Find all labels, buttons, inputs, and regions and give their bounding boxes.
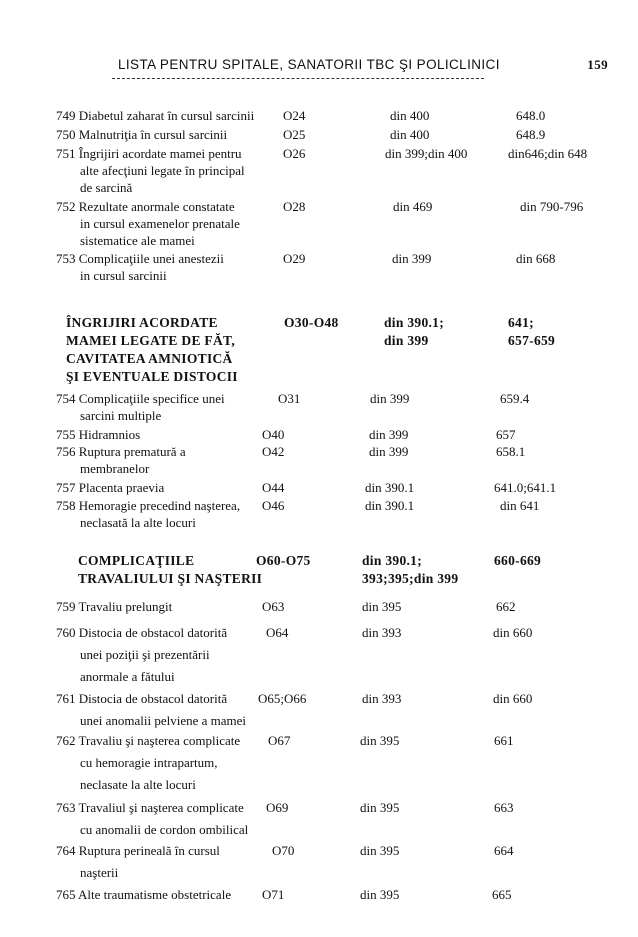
entry-reference: din 395 bbox=[360, 887, 400, 902]
entry-reference: din 399 bbox=[369, 444, 409, 459]
section-icd-code-line: 657-659 bbox=[508, 333, 556, 348]
description-line: anormale a fătului bbox=[80, 669, 175, 684]
entry-description bbox=[56, 390, 225, 424]
entry-icd-code: din 660 bbox=[493, 625, 533, 640]
section-reference bbox=[362, 552, 458, 588]
description-line: 761 Distocia de obstacol datorită bbox=[56, 691, 228, 706]
description-line: naşterii bbox=[80, 865, 119, 880]
section-reference-line: 393;395;din 399 bbox=[362, 571, 459, 586]
description-line: neclasată la alte locuri bbox=[80, 515, 196, 530]
description-line: 749 Diabetul zaharat în cursul sarcinii bbox=[56, 108, 255, 123]
description-line: sistematice ale mamei bbox=[80, 233, 195, 248]
entry-icd-code: 657 bbox=[496, 427, 516, 442]
description-line: 750 Malnutriţia în cursul sarcinii bbox=[56, 127, 228, 142]
section-title-line: COMPLICAŢIILE bbox=[78, 553, 195, 568]
section-reference-line: din 390.1; bbox=[362, 553, 423, 568]
description-line: 760 Distocia de obstacol datorită bbox=[56, 625, 228, 640]
entry-description bbox=[56, 598, 172, 615]
section-title-line: TRAVALIULUI ŞI NAŞTERII bbox=[78, 571, 263, 586]
entry-description bbox=[56, 198, 240, 249]
section-reference-line: din 399 bbox=[384, 333, 429, 348]
description-line: cu anomalii de cordon ombilical bbox=[80, 822, 249, 837]
entry-icd-code: din 660 bbox=[493, 691, 533, 706]
description-line: neclasate la alte locuri bbox=[80, 777, 196, 792]
entry-description bbox=[56, 840, 220, 884]
entry-description bbox=[56, 250, 224, 284]
entry-reference: din 400 bbox=[390, 127, 430, 142]
entry-code: O71 bbox=[262, 887, 285, 902]
entry-code: O24 bbox=[283, 108, 306, 123]
entry-code: O67 bbox=[268, 733, 291, 748]
entry-reference: din 393 bbox=[362, 691, 402, 706]
entry-reference: din 390.1 bbox=[365, 480, 415, 495]
header-rule bbox=[112, 78, 484, 79]
section-reference-line: din 390.1; bbox=[384, 315, 445, 330]
entry-description bbox=[56, 443, 186, 477]
entry-code: O28 bbox=[283, 199, 306, 214]
description-line: unei poziţii şi prezentării bbox=[80, 647, 210, 662]
page-title: LISTA PENTRU SPITALE, SANATORII TBC ŞI POLICLINICI bbox=[118, 57, 500, 72]
entry-icd-code: 663 bbox=[494, 800, 514, 815]
entry-description bbox=[56, 730, 240, 796]
entry-icd-code: din 668 bbox=[516, 251, 556, 266]
entry-reference: din 395 bbox=[360, 843, 400, 858]
entry-code: O40 bbox=[262, 427, 285, 442]
entry-reference: din 395 bbox=[360, 800, 400, 815]
section-icd-code bbox=[494, 552, 541, 570]
section-title-line: MAMEI LEGATE DE FĂT, bbox=[66, 333, 236, 348]
description-line: 758 Hemoragie precedind naşterea, bbox=[56, 498, 241, 513]
entry-code: O26 bbox=[283, 146, 306, 161]
entry-code: O44 bbox=[262, 480, 285, 495]
section-icd-code-line: 660-669 bbox=[494, 553, 542, 568]
page-number: 159 bbox=[587, 57, 608, 72]
page-header bbox=[118, 57, 608, 79]
entry-code: O29 bbox=[283, 251, 306, 266]
description-line: 765 Alte traumatisme obstetricale bbox=[56, 887, 232, 902]
entry-description bbox=[56, 622, 227, 688]
entry-code: O31 bbox=[278, 391, 301, 406]
section-title-line: CAVITATEA AMNIOTICĂ bbox=[66, 351, 233, 366]
entry-description bbox=[56, 497, 240, 531]
description-line: 754 Complicaţiile specifice unei bbox=[56, 391, 225, 406]
entry-description bbox=[56, 479, 164, 496]
entry-reference: din 399 bbox=[392, 251, 432, 266]
entry-description bbox=[56, 797, 248, 841]
entry-reference: din 393 bbox=[362, 625, 402, 640]
entry-reference: din 399 bbox=[370, 391, 410, 406]
description-line: 763 Travaliul şi naşterea complicate bbox=[56, 800, 244, 815]
entry-code: O46 bbox=[262, 498, 285, 513]
section-title bbox=[78, 552, 262, 588]
entry-description bbox=[56, 145, 245, 196]
description-line: 762 Travaliu şi naşterea complicate bbox=[56, 733, 241, 748]
description-line: 753 Complicaţiile unei anestezii bbox=[56, 251, 224, 266]
entry-description bbox=[56, 126, 227, 143]
entry-code: O63 bbox=[262, 599, 285, 614]
section-title-line: ÎNGRIJIRI ACORDATE bbox=[66, 315, 218, 330]
entry-reference: din 399 bbox=[369, 427, 409, 442]
section-title-line: ŞI EVENTUALE DISTOCII bbox=[66, 369, 238, 384]
entry-icd-code: 661 bbox=[494, 733, 514, 748]
entry-icd-code: 659.4 bbox=[500, 391, 530, 406]
entry-icd-code: din646;din 648 bbox=[508, 146, 588, 161]
entry-reference: din 395 bbox=[360, 733, 400, 748]
entry-reference: din 400 bbox=[390, 108, 430, 123]
description-line: sarcini multiple bbox=[80, 408, 162, 423]
entry-code: O69 bbox=[266, 800, 289, 815]
entry-reference: din 395 bbox=[362, 599, 402, 614]
description-line: alte afecţiuni legate în principal bbox=[80, 163, 245, 178]
section-code: O60-O75 bbox=[256, 553, 311, 568]
section-icd-code bbox=[508, 314, 555, 350]
description-line: 764 Ruptura perineală în cursul bbox=[56, 843, 220, 858]
entry-code: O65;O66 bbox=[258, 691, 307, 706]
entry-icd-code: 664 bbox=[494, 843, 514, 858]
section-code: O30-O48 bbox=[284, 315, 339, 330]
description-line: unei anomalii pelviene a mamei bbox=[80, 713, 247, 728]
entry-description bbox=[56, 107, 254, 124]
entry-icd-code: 658.1 bbox=[496, 444, 526, 459]
description-line: de sarcină bbox=[80, 180, 133, 195]
entry-reference: din 469 bbox=[393, 199, 433, 214]
entry-icd-code: 662 bbox=[496, 599, 516, 614]
entry-reference: din 399;din 400 bbox=[385, 146, 468, 161]
entry-icd-code: din 641 bbox=[500, 498, 540, 513]
entry-icd-code: din 790-796 bbox=[520, 199, 584, 214]
entry-icd-code: 665 bbox=[492, 887, 512, 902]
description-line: cu hemoragie intrapartum, bbox=[80, 755, 218, 770]
entry-code: O42 bbox=[262, 444, 285, 459]
description-line: 757 Placenta praevia bbox=[56, 480, 165, 495]
description-line: 751 Îngrijiri acordate mamei pentru bbox=[56, 146, 242, 161]
description-line: 752 Rezultate anormale constatate bbox=[56, 199, 235, 214]
section-title bbox=[66, 314, 238, 386]
section-reference bbox=[384, 314, 444, 350]
entry-icd-code: 648.0 bbox=[516, 108, 546, 123]
entry-icd-code: 641.0;641.1 bbox=[494, 480, 557, 495]
entry-description bbox=[56, 688, 246, 732]
entry-reference: din 390.1 bbox=[365, 498, 415, 513]
description-line: in cursul sarcinii bbox=[80, 268, 167, 283]
entry-code: O25 bbox=[283, 127, 306, 142]
entry-description bbox=[56, 884, 231, 906]
entry-description bbox=[56, 426, 140, 443]
description-line: 759 Travaliu prelungit bbox=[56, 599, 173, 614]
description-line: 755 Hidramnios bbox=[56, 427, 141, 442]
entry-code: O64 bbox=[266, 625, 289, 640]
section-icd-code-line: 641; bbox=[508, 315, 534, 330]
entry-code: O70 bbox=[272, 843, 295, 858]
entry-icd-code: 648.9 bbox=[516, 127, 546, 142]
description-line: 756 Ruptura prematură a bbox=[56, 444, 186, 459]
description-line: in cursul examenelor prenatale bbox=[80, 216, 240, 231]
description-line: membranelor bbox=[80, 461, 150, 476]
